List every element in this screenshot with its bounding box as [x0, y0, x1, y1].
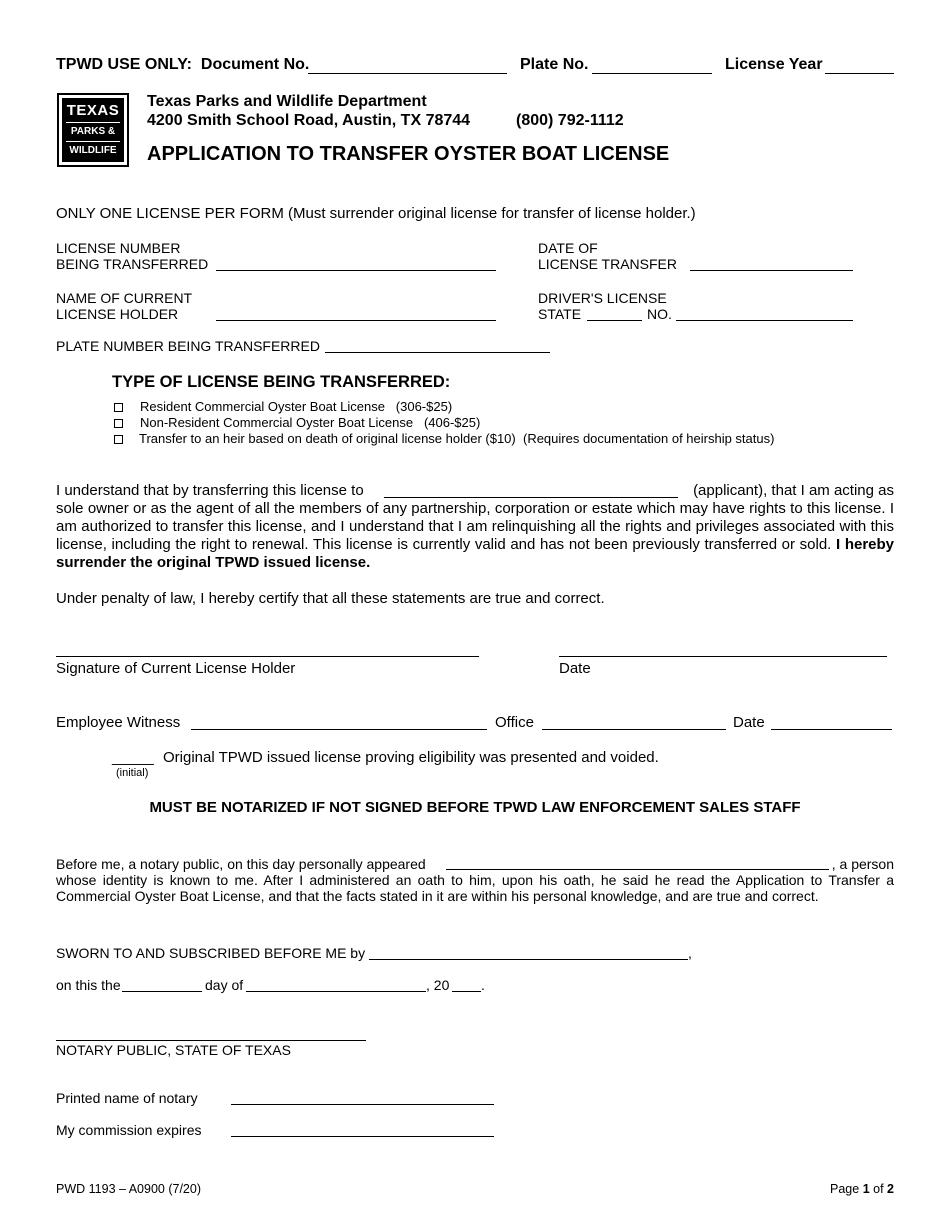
sworn-label: SWORN TO AND SUBSCRIBED BEFORE ME by [56, 945, 366, 961]
non-resident-license-checkbox[interactable] [114, 419, 123, 428]
plate-number-field[interactable] [325, 352, 550, 353]
notary-public-label: NOTARY PUBLIC, STATE OF TEXAS [56, 1042, 291, 1058]
page-indicator: Page 1 of 2 [830, 1182, 894, 1196]
heir-transfer-option: Transfer to an heir based on death of original license holder ($10) (Requires documentation of heirship status) [139, 431, 775, 446]
current-holder-field[interactable] [216, 320, 496, 321]
on-this-the-label: on this the [56, 977, 121, 993]
statement-lead: I understand that by transferring this license to [56, 482, 364, 499]
notary-a-person: , a person [831, 856, 894, 872]
holder-signature-label: Signature of Current License Holder [56, 660, 296, 677]
statement-body: sole owner or as the agent of all the members of any partnership, corporation or estate which may have rights to this license. I am authorized to transfer this license, and I understand that I am relinquishing all the rights and privileges associated with this license, including the right to renewal. This license is currently valid and has not been previously transferred or sold. I hereby surrender the original TPWD issued license. [56, 500, 895, 571]
agency-name: Texas Parks and Wildlife Department [147, 93, 427, 110]
non-resident-license-option: Non-Resident Commercial Oyster Boat License (406-$25) [140, 415, 481, 430]
office-field[interactable] [542, 729, 726, 730]
printed-name-label: Printed name of notary [56, 1090, 198, 1106]
current-holder-label: NAME OF CURRENT LICENSE HOLDER [56, 290, 193, 322]
printed-name-field[interactable] [231, 1104, 494, 1105]
tpwd-use-only-label: TPWD USE ONLY: Document No. [56, 56, 310, 73]
tpwd-logo: TEXAS PARKS & WILDLIFE [57, 93, 129, 167]
holder-signature-field[interactable] [56, 656, 479, 657]
plate-no-label: Plate No. [520, 56, 589, 73]
initial-label: (initial) [116, 767, 149, 779]
signature-date-field[interactable] [559, 656, 887, 657]
drivers-no-label: NO. [647, 306, 672, 322]
commission-expires-field[interactable] [231, 1136, 494, 1137]
drivers-no-field[interactable] [676, 320, 853, 321]
notary-signature-field[interactable] [56, 1040, 366, 1041]
license-number-field[interactable] [216, 270, 496, 271]
document-no-label: Document No. [200, 56, 310, 73]
witness-date-field[interactable] [771, 729, 892, 730]
year-field[interactable] [452, 991, 481, 992]
surrender-statement: I hereby surrender the original TPWD issued license. [56, 536, 895, 571]
notarize-warning: MUST BE NOTARIZED IF NOT SIGNED BEFORE TPWD LAW ENFORCEMENT SALES STAFF [149, 799, 801, 816]
resident-license-option: Resident Commercial Oyster Boat License (306-$25) [140, 399, 453, 414]
one-license-note: ONLY ONE LICENSE PER FORM (Must surrender original license for transfer of license holder.) [56, 205, 696, 222]
penalty-statement: Under penalty of law, I hereby certify that all these statements are true and correct. [56, 590, 605, 607]
agency-address: 4200 Smith School Road, Austin, TX 78744 [147, 112, 471, 129]
day-of-label: day of [205, 977, 244, 993]
signature-date-label: Date [559, 660, 591, 677]
commission-expires-label: My commission expires [56, 1122, 202, 1138]
sworn-comma: , [688, 945, 692, 961]
license-year-label: License Year [725, 56, 823, 73]
witness-date-label: Date [733, 714, 765, 731]
license-year-field[interactable] [825, 73, 894, 74]
date-of-transfer-field[interactable] [690, 270, 853, 271]
sworn-by-field[interactable] [369, 959, 688, 960]
form-number: PWD 1193 – A0900 (7/20) [56, 1182, 201, 1196]
applicant-name-field[interactable] [384, 497, 678, 498]
initial-field[interactable]: _____ [112, 749, 154, 766]
month-field[interactable] [246, 991, 426, 992]
notary-body: whose identity is known to me. After I administered an oath to him, upon his oath, he said he read the Application to Transfer a Commercial Oyster Boat License, and that the facts stated in it are within his personal knowledge, and are true and correct. [56, 872, 894, 904]
appeared-person-field[interactable] [446, 869, 829, 870]
drivers-state-field[interactable] [587, 320, 642, 321]
agency-phone: (800) 792-1112 [516, 112, 624, 129]
license-number-label: LICENSE NUMBER BEING TRANSFERRED [56, 240, 209, 272]
year-suffix: . [481, 977, 485, 993]
form-title: APPLICATION TO TRANSFER OYSTER BOAT LICENSE [147, 143, 670, 165]
drivers-state-label: STATE [538, 306, 582, 322]
office-label: Office [495, 714, 534, 731]
drivers-license-label: DRIVER'S LICENSE [538, 290, 667, 306]
day-field[interactable] [122, 991, 202, 992]
heir-transfer-checkbox[interactable] [114, 435, 123, 444]
employee-witness-field[interactable] [191, 729, 487, 730]
resident-license-checkbox[interactable] [114, 403, 123, 412]
document-no-field[interactable] [308, 73, 507, 74]
employee-witness-label: Employee Witness [56, 714, 181, 731]
plate-no-field[interactable] [592, 73, 712, 74]
license-type-heading: TYPE OF LICENSE BEING TRANSFERRED: [112, 373, 451, 391]
plate-number-label: PLATE NUMBER BEING TRANSFERRED [56, 338, 320, 354]
date-of-transfer-label: DATE OF LICENSE TRANSFER [538, 240, 677, 272]
notary-lead: Before me, a notary public, on this day personally appeared [56, 856, 426, 872]
statement-applicant: (applicant), that I am acting as [693, 482, 894, 499]
voided-text: Original TPWD issued license proving eligibility was presented and voided. [163, 749, 659, 766]
year-prefix: , 20 [426, 977, 450, 993]
